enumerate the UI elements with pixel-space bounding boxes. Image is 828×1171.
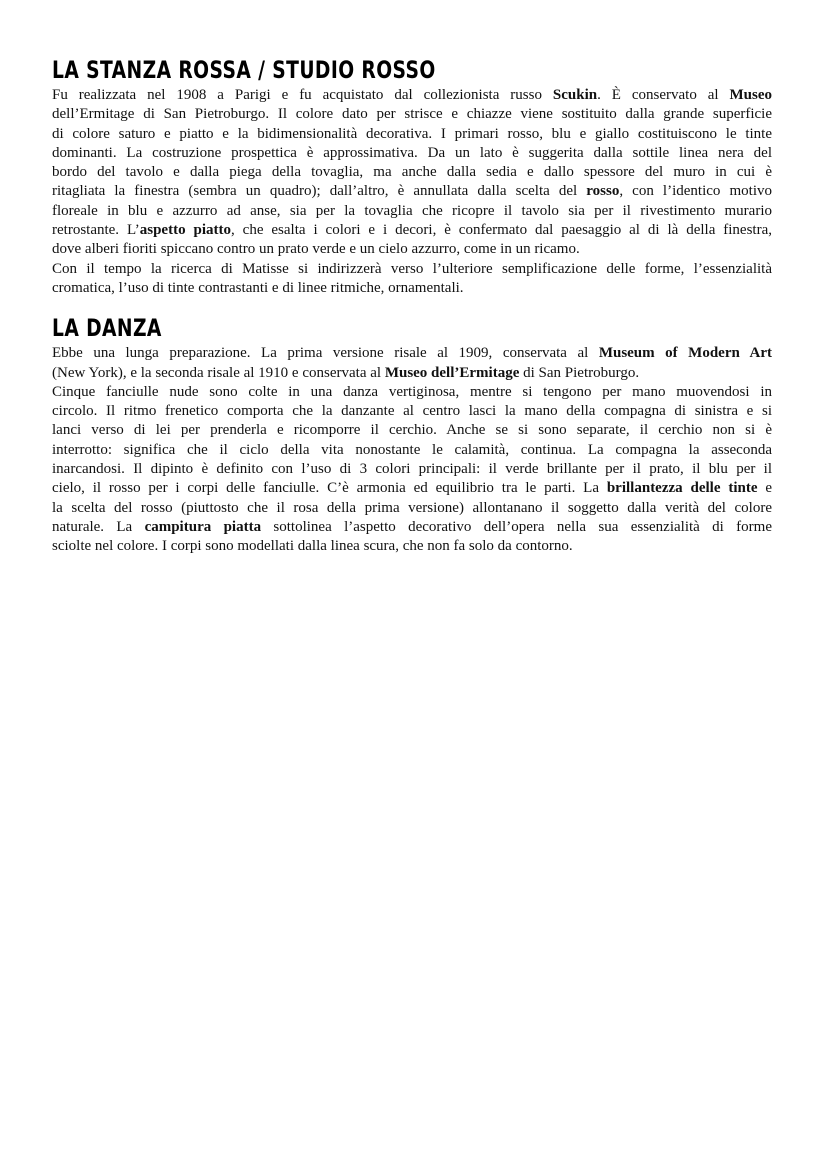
text-run: bordo del tavolo e dalla piega della tovaglia, ma anche dalla sedia e dallo spessore del muro in cui è xyxy=(52,164,772,181)
text-line xyxy=(52,260,772,279)
text-line xyxy=(52,364,772,383)
text-run: interrotto: significa che il ciclo della vita nonostante le calamità, continua. La compagna la asseconda xyxy=(52,441,772,458)
bold-text: Museo dell’Ermitage xyxy=(384,364,520,381)
text-run: di colore saturo e piatto e la bidimensionalità decorativa. I primari rosso, blu e giallo costituiscono le tinte xyxy=(52,125,772,142)
text-run: Fu realizzata nel 1908 a Parigi e fu acquistato dal collezionista russo xyxy=(52,87,553,103)
text-run: ritagliata la finestra (sembra un quadro); dall’altro, è annullata dalla scelta del xyxy=(52,183,587,200)
text-run: Con il tempo la ricerca di Matisse si indirizzerà verso l’ulteriore semplificazione delle forme, l’essenzialità xyxy=(52,260,772,277)
text-line xyxy=(52,144,772,163)
text-line xyxy=(52,537,772,556)
bold-text: brillantezza delle tinte xyxy=(606,480,758,497)
text-line xyxy=(52,125,772,144)
bold-text: rosso xyxy=(586,183,620,200)
text-run: Ebbe una lunga preparazione. La prima versione risale al 1909, conservata al xyxy=(52,345,599,362)
text-line xyxy=(52,105,772,124)
text-run: Cinque fanciulle nude sono colte in una danza vertiginosa, mentre si tengono per mano muovendosi in xyxy=(52,383,772,400)
section-title: LA DANZA xyxy=(52,314,162,343)
text-line xyxy=(52,441,772,460)
bold-text: campitura piatta xyxy=(144,518,262,535)
section-body xyxy=(52,344,772,556)
document-page xyxy=(52,56,772,557)
section-title: LA STANZA ROSSA / STUDIO ROSSO xyxy=(52,56,436,84)
text-line xyxy=(52,383,772,402)
text-line xyxy=(52,344,772,363)
text-run: (New York), e la seconda risale al 1910 e conservata al xyxy=(52,364,385,381)
text-run: sottolinea l’aspetto decorativo dell’opera nella sua essenzialità di forme xyxy=(261,518,772,535)
text-run: , con l’identico motivo xyxy=(619,183,773,200)
text-line xyxy=(52,182,772,201)
text-line xyxy=(52,86,772,105)
text-run: sciolte nel colore. I corpi sono modellati dalla linea scura, che non fa solo da contorno. xyxy=(52,538,573,555)
text-run: e xyxy=(757,480,772,497)
text-line xyxy=(52,240,772,259)
text-line xyxy=(52,460,772,479)
text-run: floreale in blu e azzurro ad anse, sia per la tovaglia che ricopre il tavolo sia per il rivestimento murario xyxy=(52,202,772,219)
text-run: di San Pietroburgo. xyxy=(519,364,640,381)
text-run: lanci verso di lei per prenderla e ricomporre il cerchio. Anche se si sono separate, il cerchio non si è xyxy=(52,422,772,439)
text-run: la scelta del rosso (piuttosto che il rosa della prima versione) allontanano il soggetto dalla verità del colore xyxy=(52,499,772,516)
text-run: , che esalta i colori e i decori, è confermato dal paesaggio al di là della finestra, xyxy=(231,222,772,239)
section-la-danza xyxy=(52,314,772,556)
bold-text: aspetto piatto xyxy=(139,222,231,239)
bold-text: Museum of Modern Art xyxy=(598,345,772,362)
text-line xyxy=(52,202,772,221)
text-run: circolo. Il ritmo frenetico comporta che la danzante al centro lasci la mano della compagna di sinistra e si xyxy=(52,403,772,420)
text-run: . È conservato al xyxy=(597,87,730,103)
text-line xyxy=(52,221,772,240)
text-line xyxy=(52,479,772,498)
text-line xyxy=(52,163,772,182)
text-run: inarcandosi. Il dipinto è definito con l’uso di 3 colori principali: il verde brillante per il prato, il blu per il xyxy=(52,461,772,478)
text-run: cielo, il rosso per i corpi delle fanciulle. C’è armonia ed equilibrio tra le parti. La xyxy=(52,480,607,497)
text-line xyxy=(52,279,772,298)
text-run: dominanti. La costruzione prospettica è approssimativa. Da un lato è suggerita dalla sottile linea nera del xyxy=(52,144,772,161)
text-line xyxy=(52,421,772,440)
text-line xyxy=(52,518,772,537)
text-run: dove alberi fioriti spiccano contro un prato verde e un cielo azzurro, come in un ricamo. xyxy=(52,241,580,258)
bold-text: Scukin xyxy=(552,87,598,103)
text-run: cromatica, l’uso di tinte contrastanti e di linee ritmiche, ornamentali. xyxy=(52,279,464,296)
text-run: retrostante. L’ xyxy=(52,222,140,239)
section-body xyxy=(52,86,772,298)
text-run: naturale. La xyxy=(52,518,145,535)
bold-text: Museo xyxy=(729,87,772,103)
text-run: dell’Ermitage di San Pietroburgo. Il colore dato per strisce e chiazze viene sostituito dalla grande superficie xyxy=(52,106,772,123)
text-line xyxy=(52,499,772,518)
section-stanza-rossa xyxy=(52,56,772,298)
text-line xyxy=(52,402,772,421)
